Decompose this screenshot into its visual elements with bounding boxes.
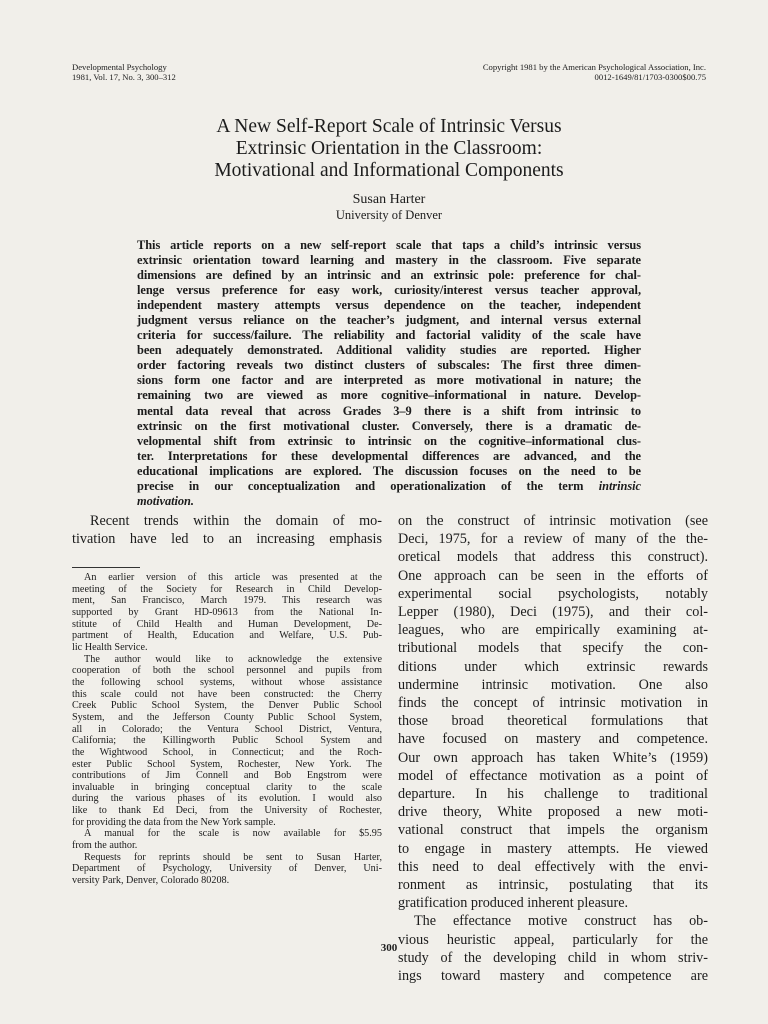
body-line: this need to deal effectively with the envi- xyxy=(398,858,708,875)
footnote-line: ment, San Francisco, March 1979. This research was xyxy=(72,595,382,607)
body-line: Lepper (1980), Deci (1975), and their col- xyxy=(398,604,708,621)
body-line: those broad theoretical formulations that xyxy=(398,713,708,730)
body-line: drive theory, White proposed a new moti- xyxy=(398,804,708,821)
copyright-line: Copyright 1981 by the American Psychological Association, Inc. xyxy=(482,62,706,72)
copyright-notice xyxy=(483,62,706,82)
footnotes xyxy=(72,572,382,887)
journal-name: Developmental Psychology xyxy=(72,62,167,72)
abstract-line: sions form one factor and are interpreted as more motivational in nature; the xyxy=(137,373,641,388)
title-line: Motivational and Informational Components xyxy=(214,160,564,181)
footnote-line: Department of Psychology, University of Denver, Uni- xyxy=(72,863,382,875)
footnote-line: the Wightwood School, in Connecticut; and the Roch- xyxy=(72,746,382,758)
abstract-line: mental data reveal that across Grades 3–9 there is a shift from intrinsic to xyxy=(137,403,641,418)
body-line: Deci, 1975, for a review of many of the the- xyxy=(398,531,708,548)
abstract-line xyxy=(137,479,641,494)
footnote-line: contributions of Jim Connell and Bob Engstrom were xyxy=(72,770,382,782)
author-name: Susan Harter xyxy=(352,192,426,207)
abstract-line: criteria for success/failure. The reliability and factorial validity of the scale have xyxy=(137,328,641,343)
abstract-line: lenge versus preference for easy work, curiosity/interest versus teacher approval, xyxy=(137,283,641,298)
abstract-line: ter. Interpretations for these developmental differences are advanced, and the xyxy=(137,448,641,463)
abstract-line: independent mastery attempts versus dependence on the teacher, independent xyxy=(137,298,641,313)
footnote-line: during the various phases of its evolution. I would also xyxy=(72,793,382,805)
footnote-line: all in Colorado; the Ventura School District, Ventura, xyxy=(72,723,382,735)
abstract-line: extrinsic orientation toward learning and mastery in the classroom. Five separate xyxy=(137,253,641,268)
journal-volume: 1981, Vol. 17, No. 3, 300–312 xyxy=(72,72,176,82)
body-line: vious heuristic appeal, particularly for the xyxy=(398,931,708,948)
footnote-line: ester Public School System, Rochester, New York. The xyxy=(72,758,382,770)
body-line: tivation have led to an increasing emphasis xyxy=(72,531,382,548)
body-column-left xyxy=(72,512,382,548)
footnote-line: cooperation of both the school personnel and pupils from xyxy=(72,665,382,677)
footnote-line: for providing the data from the New York sample. xyxy=(72,816,276,828)
body-line: tributional models that specify the con- xyxy=(398,640,708,657)
body-line: model of effectance motivation as a point of xyxy=(398,767,708,784)
abstract-line: extrinsic on the first motivational cluster. Conversely, there is a dramatic de- xyxy=(137,418,641,433)
footnote-line: partment of Health, Education and Welfare, U.S. Pub- xyxy=(72,630,382,642)
page-number: 300 xyxy=(380,942,398,954)
abstract-line: judgment versus reliance on the teacher’s judgment, and internal versus external xyxy=(137,313,641,328)
body-line: gratification produced inherent pleasure. xyxy=(398,895,629,912)
body-line: ditions under which extrinsic rewards xyxy=(398,658,708,675)
body-line: undermine intrinsic motivation. One also xyxy=(398,676,708,693)
footnote-line: stitute of Child Health and Human Development, De- xyxy=(72,618,382,630)
footnote-line: A manual for the scale is now available for $5.95 xyxy=(84,828,382,840)
abstract-line: educational implications are explored. The discussion focuses on the need to be xyxy=(137,463,641,478)
body-column-right xyxy=(398,512,708,985)
footnote-line: lic Health Service. xyxy=(72,641,148,653)
body-line: finds the concept of intrinsic motivation in xyxy=(398,695,708,712)
abstract-term: motivation. xyxy=(137,493,194,508)
body-line: The effectance motive construct has ob- xyxy=(414,913,708,930)
footnote-line: from the author. xyxy=(72,840,138,852)
journal-citation xyxy=(72,62,176,82)
body-line: experimental social psychologists, notably xyxy=(398,585,708,602)
footnote-line: California; the Killingworth Public School System and xyxy=(72,735,382,747)
footnote-line: the following school systems, without whose assistance xyxy=(72,676,382,688)
body-line: Our own approach has taken White’s (1959) xyxy=(398,749,708,766)
footnote-line: meeting of the Society for Research in Child Develop- xyxy=(72,583,382,595)
footnote-line: Requests for reprints should be sent to Susan Harter, xyxy=(84,851,382,863)
abstract-line xyxy=(137,494,641,509)
abstract-line: remaining two are viewed as more cognitive–informational in nature. Develop- xyxy=(137,388,641,403)
abstract-term: intrinsic xyxy=(598,478,641,493)
abstract-line: been adequately demonstrated. Additional validity studies are reported. Higher xyxy=(137,343,641,358)
footnote-line: like to thank Ed Deci, from the University of Rochester, xyxy=(72,805,382,817)
body-line: Recent trends within the domain of mo- xyxy=(90,513,382,529)
footnote-line: this scale could not have been constructed: the Cherry xyxy=(72,688,382,700)
footnote-divider xyxy=(72,567,140,568)
body-line: study of the developing child in whom striv- xyxy=(398,949,708,966)
abstract-line: dimensions are defined by an intrinsic and an extrinsic pole: preference for chal- xyxy=(137,268,641,283)
body-line: departure. In his challenge to traditional xyxy=(398,786,708,803)
abstract-line: This article reports on a new self-report scale that taps a child’s intrinsic versus xyxy=(137,238,641,252)
footnote-line: An earlier version of this article was presented at the xyxy=(84,572,382,583)
body-line: ronment as intrinsic, postulating that its xyxy=(398,877,708,894)
title-line: Extrinsic Orientation in the Classroom: xyxy=(235,138,543,159)
body-line: leagues, who are empirically examining at- xyxy=(398,622,708,639)
article-title xyxy=(100,116,678,182)
abstract xyxy=(137,238,641,509)
footnote-line: supported by Grant HD-09613 from the National In- xyxy=(72,606,382,618)
body-line: vational construct that impels the organism xyxy=(398,822,708,839)
footnote-line: System, and the Jefferson County Public School System, xyxy=(72,711,382,723)
footnote-line: The author would like to acknowledge the extensive xyxy=(84,653,382,665)
body-line: to engage in mastery attempts. He viewed xyxy=(398,840,708,857)
abstract-text: precise in our conceptualization and operationalization of the term xyxy=(137,478,584,493)
body-line: on the construct of intrinsic motivation (see xyxy=(398,513,708,529)
footnote-line: Creek Public School System, the Denver Public School xyxy=(72,700,382,712)
title-line: A New Self-Report Scale of Intrinsic Versus xyxy=(216,116,562,137)
body-line: have focused on mastery and competence. xyxy=(398,731,708,748)
abstract-line: order factoring reveals two distinct clusters of subscales: The first three dimen- xyxy=(137,358,641,373)
footnote-line: versity Park, Denver, Colorado 80208. xyxy=(72,875,230,887)
author-affiliation: University of Denver xyxy=(335,208,443,222)
issn-code: 0012-1649/81/1703-0300$00.75 xyxy=(594,72,706,82)
body-line: oretical models that address this construct). xyxy=(398,549,708,566)
abstract-line: velopmental shift from extrinsic to intrinsic on the cognitive–informational clus- xyxy=(137,433,641,448)
body-line: ings toward mastery and competence are xyxy=(398,968,708,985)
body-line: One approach can be seen in the efforts of xyxy=(398,567,708,584)
footnote-line: invaluable in bringing conceptual clarity to the scale xyxy=(72,781,382,793)
